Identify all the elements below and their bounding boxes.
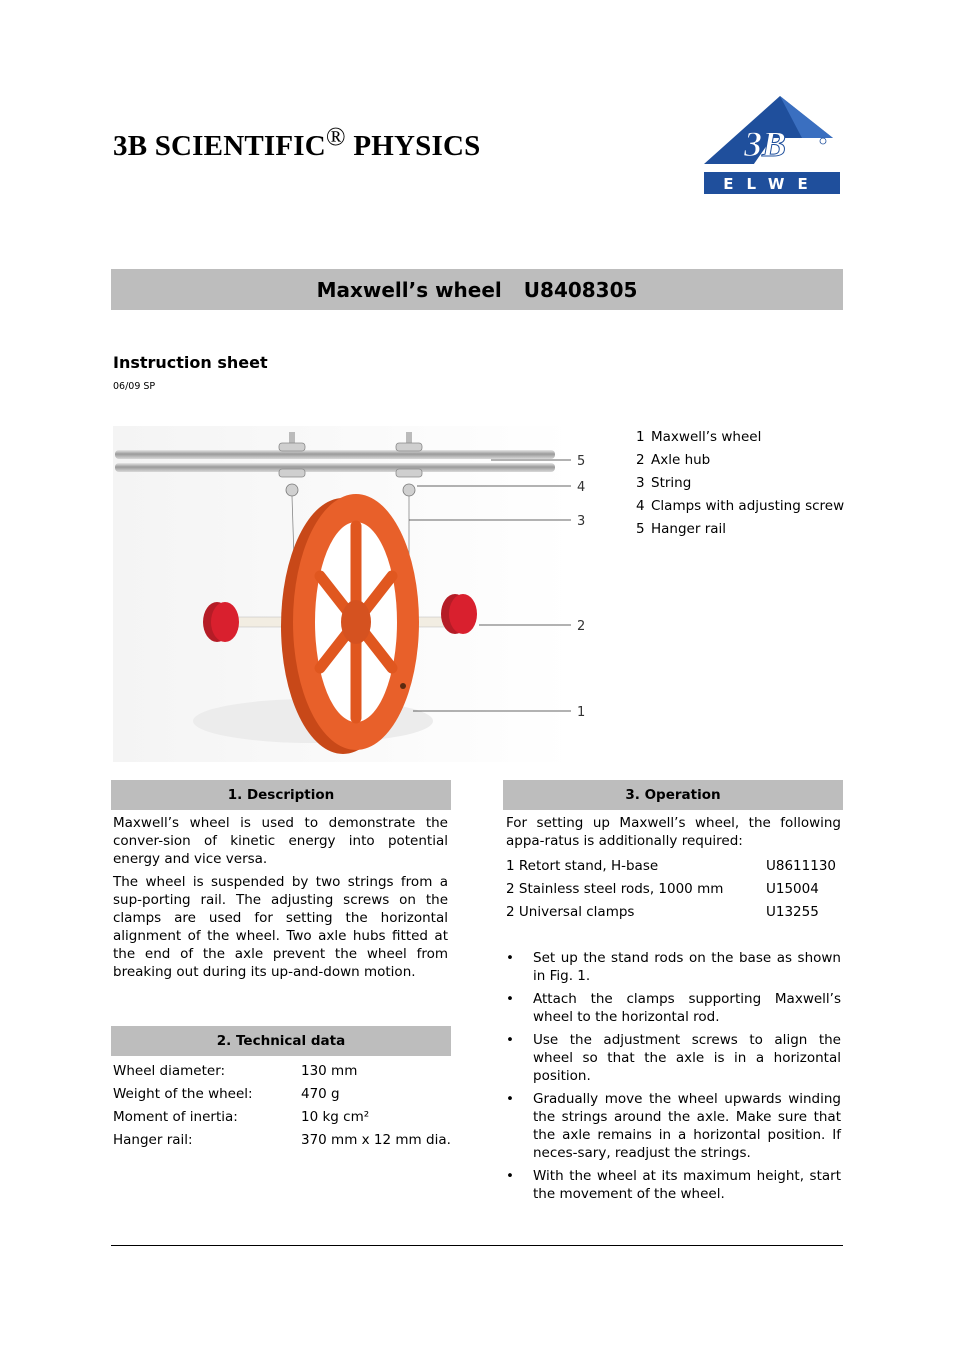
technical-heading: 2. Technical data bbox=[111, 1026, 451, 1056]
parts-item: 4 Clamps with adjusting screw bbox=[636, 498, 845, 514]
brand-suffix: PHYSICS bbox=[345, 130, 481, 162]
description-heading: 1. Description bbox=[111, 780, 451, 810]
parts-item: 1 Maxwell’s wheel bbox=[636, 429, 762, 445]
description-section bbox=[113, 814, 448, 986]
brand-title bbox=[113, 122, 481, 163]
operation-steps bbox=[506, 949, 841, 1203]
callout-1: 1 bbox=[577, 705, 586, 720]
brand-prefix: 3B SCIENTIFIC bbox=[113, 130, 326, 162]
operation-step: • With the wheel at its maximum height, start the movement of the wheel. bbox=[506, 1167, 841, 1203]
parts-item: 5 Hanger rail bbox=[636, 521, 727, 537]
apparatus-row: 2 Universal clamps U13255 bbox=[506, 904, 819, 920]
product-code: U8408305 bbox=[523, 277, 638, 302]
instruction-sheet-heading: Instruction sheet bbox=[113, 353, 268, 372]
logo-sub: ELWE bbox=[723, 175, 821, 193]
title-bar bbox=[111, 269, 843, 310]
brand-registered-mark: ® bbox=[325, 122, 346, 151]
operation-section bbox=[506, 814, 841, 1208]
apparatus-row: 2 Stainless steel rods, 1000 mm U15004 bbox=[506, 881, 819, 897]
callout-2: 2 bbox=[577, 619, 586, 634]
callout-3: 3 bbox=[577, 514, 586, 529]
parts-list bbox=[636, 426, 844, 541]
wheel bbox=[281, 494, 419, 754]
footer-rule bbox=[111, 1245, 843, 1246]
description-paragraph: The wheel is suspended by two strings from a sup-porting rail. The adjusting screws on the clamps are used for setting the horizontal alignment of the wheel. Two axle hubs fitted at the end of the axle prevent the wheel from breaking out during its up-and-down motion. bbox=[113, 874, 448, 980]
parts-item: 2 Axle hub bbox=[636, 452, 711, 468]
technical-row: Weight of the wheel: 470 g bbox=[113, 1086, 340, 1102]
operation-step: • Attach the clamps supporting Maxwell’s wheel to the horizontal rod. bbox=[506, 990, 841, 1026]
operation-step: • Set up the stand rods on the base as shown in Fig. 1. bbox=[506, 949, 841, 985]
document-code: 06/09 SP bbox=[113, 381, 156, 392]
technical-row: Hanger rail: 370 mm x 12 mm dia. bbox=[113, 1132, 451, 1148]
axle-hub-right bbox=[441, 594, 477, 634]
hanger-rail bbox=[115, 450, 555, 459]
technical-row: Wheel diameter: 130 mm bbox=[113, 1063, 358, 1079]
parts-item: 3 String bbox=[636, 475, 692, 491]
callout-5: 5 bbox=[577, 454, 586, 469]
apparatus-row: 1 Retort stand, H-base U8611130 bbox=[506, 858, 837, 874]
maxwell-wheel-figure bbox=[113, 426, 593, 762]
technical-row: Moment of inertia: 10 kg cm² bbox=[113, 1109, 370, 1125]
operation-step: • Gradually move the wheel upwards winding the strings around the axle. Make sure that the axle remains in a horizontal position. If neces-sary, readjust the strings. bbox=[506, 1090, 841, 1162]
operation-heading: 3. Operation bbox=[503, 780, 843, 810]
3b-elwe-logo bbox=[702, 94, 842, 196]
callout-4: 4 bbox=[577, 480, 586, 495]
product-name: Maxwell’s wheel bbox=[316, 277, 502, 302]
logo-text: 3B bbox=[744, 124, 787, 164]
axle-hub-left bbox=[203, 602, 239, 642]
operation-intro: For setting up Maxwell’s wheel, the following appa-ratus is additionally required: bbox=[506, 815, 841, 849]
operation-step: • Use the adjustment screws to align the wheel so that the axle is in a horizontal position. bbox=[506, 1031, 841, 1085]
technical-table bbox=[113, 1060, 453, 1152]
description-paragraph: Maxwell’s wheel is used to demonstrate the conver-sion of kinetic energy into potential energy and vice versa. bbox=[113, 815, 448, 867]
